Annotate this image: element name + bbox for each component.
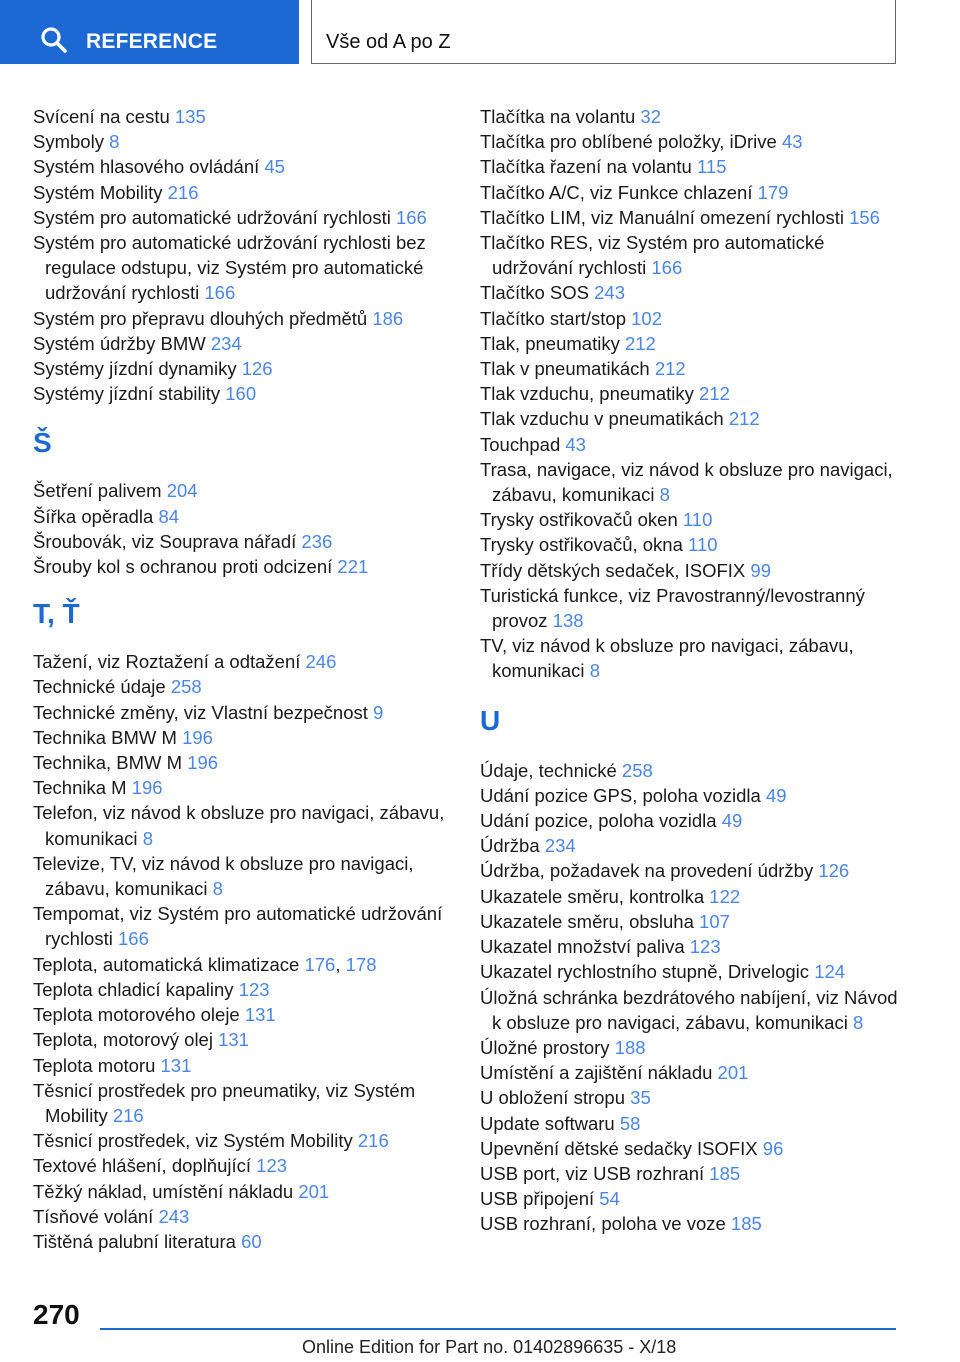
page-link[interactable]: 124: [814, 961, 846, 983]
page-link[interactable]: 35: [630, 1087, 651, 1109]
index-entry: [33, 1078, 463, 1128]
index-entry: [480, 808, 910, 833]
page-link[interactable]: 196: [182, 726, 213, 748]
page-link[interactable]: 185: [709, 1162, 741, 1184]
index-column-left: [33, 104, 463, 1254]
index-entry: [33, 1229, 463, 1254]
index-entry: [480, 1136, 910, 1161]
index-entry-text: Tlačítko A/C, viz Funkce chlazení: [480, 181, 753, 203]
index-entry: [480, 1211, 910, 1236]
index-entry: [33, 154, 463, 179]
index-entry-text: Tlačítka pro oblíbené položky, iDrive: [480, 131, 777, 153]
index-entry: [33, 306, 463, 331]
page-link[interactable]: 212: [654, 358, 686, 380]
index-entry-text: Systém hlasového ovládání: [33, 156, 260, 178]
index-entry: [480, 758, 910, 783]
page-link[interactable]: 258: [621, 759, 653, 781]
index-entry-text: Teplota, motorový olej: [33, 1029, 213, 1051]
page-link[interactable]: 131: [244, 1004, 276, 1026]
index-entry: [33, 750, 463, 775]
page-link[interactable]: 131: [160, 1054, 192, 1076]
index-entry: Teplota, automatická klimatizace 176, 178: [33, 953, 377, 975]
page-link[interactable]: 58: [619, 1112, 641, 1134]
index-entry: [480, 331, 910, 356]
reference-tab[interactable]: [0, 0, 299, 64]
page-link[interactable]: 156: [849, 206, 880, 228]
index-entry: [33, 851, 463, 901]
index-entry-text: Systémy jízdní dynamiky: [33, 358, 237, 380]
page-link[interactable]: 243: [158, 1205, 190, 1227]
page-link[interactable]: 131: [218, 1029, 249, 1051]
index-entry: [33, 1179, 463, 1204]
page-link[interactable]: 138: [552, 610, 584, 632]
index-entry: [480, 583, 910, 633]
index-entry-text: USB port, viz USB rozhraní: [480, 1162, 705, 1184]
index-group-u: [480, 758, 910, 1237]
index-group-t: [33, 649, 463, 1254]
index-entry-text: Televize, TV, viz návod k obsluze pro navigaci, zábavu, komunikaci: [33, 852, 414, 900]
index-entry: [480, 532, 910, 557]
index-group-s: [33, 104, 463, 406]
index-entry: [480, 381, 910, 406]
index-entry: [480, 1161, 910, 1186]
page-link[interactable]: 8: [852, 1011, 864, 1033]
page-link[interactable]: 176: [304, 953, 336, 975]
index-entry: [33, 356, 463, 381]
page-link[interactable]: 212: [728, 408, 760, 430]
index-entry: [33, 104, 463, 129]
page-link[interactable]: 123: [689, 936, 721, 958]
page-number: 270: [33, 1299, 80, 1330]
page-link[interactable]: 126: [241, 358, 273, 380]
index-entry-text: Svícení na cestu: [33, 106, 170, 127]
index-entry: [33, 775, 463, 800]
page-link[interactable]: 216: [112, 1104, 144, 1126]
index-entry: [33, 554, 463, 579]
footer-edition: Online Edition for Part no. 01402896635 - X/18: [302, 1337, 677, 1357]
index-entry: [480, 1060, 910, 1085]
page-link[interactable]: 196: [131, 777, 163, 799]
index-entry-text: Ukazatel množství paliva: [480, 936, 685, 958]
index-entry: [480, 909, 910, 934]
index-entry-text: Těsnicí prostředek, viz Systém Mobility: [33, 1130, 353, 1152]
index-entry-text: Technické údaje: [33, 676, 166, 698]
index-entry-text: Údržba: [480, 835, 540, 857]
page-link[interactable]: 43: [565, 433, 586, 455]
index-entry-text: Udání pozice GPS, poloha vozidla: [480, 784, 761, 806]
index-entry-text: Upevnění dětské sedačky ISOFIX: [480, 1137, 758, 1159]
page-link[interactable]: 201: [717, 1062, 749, 1084]
index-entry-text: Systém Mobility: [33, 181, 163, 203]
index-entry: [33, 381, 463, 406]
index-entry: [33, 1002, 463, 1027]
index-entry-text: Systémy jízdní stability: [33, 383, 221, 405]
index-entry-text: Systém pro automatické udržování rychlosti bez regulace odstupu, viz Systém pro automatické udržování rychlosti: [33, 232, 426, 304]
index-entry-text: TV, viz návod k obsluze pro navigaci, zábavu, komunikaci: [480, 635, 854, 682]
page-link[interactable]: 212: [624, 332, 656, 354]
index-entry-text: Šetření palivem: [33, 480, 162, 502]
index-group-s-caron: [33, 478, 463, 579]
index-entry: [33, 1053, 463, 1078]
index-entry-text: Trysky ostřikovačů oken: [480, 509, 678, 531]
page-link[interactable]: 216: [167, 181, 199, 203]
index-entry: [480, 833, 910, 858]
index-entry: [480, 129, 910, 154]
index-entry-text: Technické změny, viz Vlastní bezpečnost: [33, 701, 368, 723]
reference-tab-label: REFERENCE: [86, 30, 218, 53]
index-entry: [33, 649, 463, 674]
page-link[interactable]: 8: [212, 878, 223, 900]
index-entry: [480, 1111, 910, 1136]
index-entry-text: Turistická funkce, viz Pravostranný/levostranný provoz: [480, 584, 865, 632]
page-link[interactable]: 102: [631, 307, 663, 329]
index-entry-text: Teplota motoru: [33, 1054, 156, 1076]
page-link[interactable]: 135: [174, 106, 206, 127]
page-link[interactable]: 107: [699, 910, 730, 932]
index-column-right: [480, 104, 910, 1237]
index-entry: [33, 1204, 463, 1229]
index-entry: [480, 306, 910, 331]
page-link[interactable]: 166: [118, 928, 149, 950]
index-entry: [33, 504, 463, 529]
index-entry: [480, 180, 910, 205]
index-entry: [480, 1186, 910, 1211]
page-link[interactable]: 110: [682, 509, 713, 531]
index-entry-text: Trysky ostřikovačů, okna: [480, 534, 683, 556]
index-entry-text: Tlak, pneumatiky: [480, 332, 620, 354]
page-link[interactable]: 188: [614, 1036, 646, 1058]
index-entry: [480, 457, 910, 507]
page-link[interactable]: 45: [264, 156, 285, 178]
page-link[interactable]: 178: [345, 953, 377, 975]
index-entry-text: Šířka opěradla: [33, 505, 154, 527]
index-entry: [480, 783, 910, 808]
index-entry-text: USB připojení: [480, 1188, 595, 1210]
index-entry-text: Touchpad: [480, 433, 561, 455]
index-entry-text: Tlak vzduchu, pneumatiky: [480, 383, 694, 405]
page-link[interactable]: 258: [170, 676, 202, 698]
index-entry-text: Těžký náklad, umístění nákladu: [33, 1180, 294, 1202]
page-link[interactable]: 246: [305, 651, 337, 673]
index-entry: [33, 129, 463, 154]
index-entry-text: Teplota chladicí kapaliny: [33, 978, 234, 1000]
index-entry-text: Tažení, viz Roztažení a odtažení: [33, 651, 301, 673]
index-entry-text: Ukazatel rychlostního stupně, Drivelogic: [480, 961, 810, 983]
index-entry-text: Údržba, požadavek na provedení údržby: [480, 860, 814, 882]
index-entry-text: Tlak v pneumatikách: [480, 358, 650, 380]
index-entry-text: Teplota, automatická klimatizace: [33, 953, 300, 975]
page-link[interactable]: 8: [589, 660, 600, 682]
index-entry-text: Teplota motorového oleje: [33, 1004, 240, 1026]
page-link[interactable]: 43: [781, 131, 803, 153]
page-link[interactable]: 123: [256, 1155, 288, 1177]
index-entry-text: Šrouby kol s ochranou proti odcizení: [33, 556, 333, 578]
index-entry: [33, 1128, 463, 1153]
index-entry: [480, 934, 910, 959]
search-icon: [40, 26, 68, 54]
page-link[interactable]: 166: [204, 282, 236, 304]
index-entry-text: Úložná schránka bezdrátového nabíjení, viz Návod k obsluze pro navigaci, zábavu, komunikaci: [480, 986, 898, 1033]
index-entry: [480, 205, 910, 230]
index-entry-text: Tlačítka řazení na volantu: [480, 156, 692, 178]
page-link[interactable]: 8: [659, 484, 670, 506]
index-entry-text: Tlak vzduchu v pneumatikách: [480, 408, 724, 430]
page-link[interactable]: 122: [709, 885, 741, 907]
page-link[interactable]: 32: [640, 106, 661, 127]
index-entry: [480, 356, 910, 381]
index-entry-text: Umístění a zajištění nákladu: [480, 1062, 713, 1084]
index-entry: [480, 959, 910, 984]
footer-divider: [100, 1328, 896, 1330]
index-entry: [480, 104, 910, 129]
index-entry-text: Ukazatele směru, obsluha: [480, 910, 694, 932]
index-entry-text: Těsnicí prostředek pro pneumatiky, viz Systém Mobility: [33, 1079, 416, 1126]
page-link[interactable]: 8: [109, 131, 120, 153]
index-entry-text: Šroubovák, viz Souprava nářadí: [33, 530, 297, 552]
page-link[interactable]: 99: [750, 559, 771, 581]
index-entry: [33, 205, 463, 230]
page-link[interactable]: 236: [301, 530, 333, 552]
page-link[interactable]: 212: [699, 383, 730, 405]
page-link[interactable]: 179: [757, 181, 789, 203]
page-link[interactable]: 196: [187, 752, 219, 774]
index-entry: [480, 432, 910, 457]
page-link[interactable]: 185: [730, 1213, 762, 1235]
index-entry-text: Systém údržby BMW: [33, 332, 206, 354]
index-entry-text: Telefon, viz návod k obsluze pro navigaci, zábavu, komunikaci: [33, 802, 445, 849]
index-entry: [480, 558, 910, 583]
index-entry-text: Ukazatele směru, kontrolka: [480, 885, 705, 907]
page-link[interactable]: 115: [696, 156, 727, 178]
page-link[interactable]: 234: [210, 332, 242, 354]
page-link[interactable]: 96: [762, 1137, 784, 1159]
page-link[interactable]: 234: [544, 835, 576, 857]
page-link[interactable]: 60: [241, 1230, 262, 1252]
index-entry: [33, 700, 463, 725]
index-entry: [33, 1153, 463, 1178]
section-title: Vše od A po Z: [326, 31, 451, 53]
index-entry: [33, 529, 463, 554]
index-entry: [33, 230, 463, 306]
page-link[interactable]: 186: [372, 307, 404, 329]
index-letter-t: T, Ť: [33, 598, 80, 630]
index-entry-text: USB rozhraní, poloha ve voze: [480, 1213, 726, 1235]
index-entry-text: Update softwaru: [480, 1112, 615, 1134]
index-entry: [33, 674, 463, 699]
index-entry-text: Technika M: [33, 777, 127, 799]
index-entry: [33, 977, 463, 1002]
page-link[interactable]: 221: [337, 556, 369, 578]
index-entry-text: Technika BMW M: [33, 726, 177, 748]
index-entry: [480, 406, 910, 431]
index-entry: [480, 985, 910, 1035]
index-entry-text: Úložné prostory: [480, 1036, 610, 1058]
page-link[interactable]: 110: [688, 534, 718, 556]
page-link[interactable]: 123: [238, 978, 270, 1000]
index-entry: [480, 507, 910, 532]
page-link[interactable]: 216: [357, 1130, 389, 1152]
index-entry-text: Tlačítko SOS: [480, 282, 589, 304]
index-entry-text: Třídy dětských sedaček, ISOFIX: [480, 559, 746, 581]
section-header: [311, 0, 896, 64]
page-link[interactable]: 126: [818, 860, 850, 882]
index-entry-text: Tísňové volání: [33, 1205, 154, 1227]
index-entry-text: U obložení stropu: [480, 1087, 626, 1109]
page-link[interactable]: 204: [166, 480, 198, 502]
index-entry: [480, 633, 910, 683]
page-link[interactable]: 9: [373, 701, 384, 723]
page-link[interactable]: 8: [142, 827, 153, 849]
page-link[interactable]: 166: [651, 257, 683, 279]
index-letter-s-caron: Š: [33, 427, 52, 459]
index-entry: [33, 478, 463, 503]
index-group-t-continued: [480, 104, 910, 684]
page-link[interactable]: 243: [594, 282, 625, 304]
index-entry-text: Tlačítko start/stop: [480, 307, 626, 329]
page-link[interactable]: 201: [298, 1180, 330, 1202]
page-link[interactable]: 54: [599, 1188, 620, 1210]
index-entry-text: Technika, BMW M: [33, 752, 183, 774]
index-entry: [33, 901, 463, 951]
page-link[interactable]: 160: [225, 383, 257, 405]
index-entry: [33, 800, 463, 850]
index-entry: [480, 230, 910, 280]
index-entry-text: Tlačítka na volantu: [480, 106, 636, 127]
index-entry: [480, 154, 910, 179]
index-entry: [480, 280, 910, 305]
index-entry-text: Systém pro přepravu dlouhých předmětů: [33, 307, 368, 329]
page-link[interactable]: 49: [765, 784, 787, 806]
index-entry-text: Systém pro automatické udržování rychlosti: [33, 206, 391, 228]
index-entry-text: Trasa, navigace, viz návod k obsluze pro navigaci, zábavu, komunikaci: [480, 458, 893, 506]
index-letter-u: U: [480, 704, 501, 736]
index-entry: [480, 1035, 910, 1060]
index-entry: [480, 884, 910, 909]
index-entry-text: Tlačítko RES, viz Systém pro automatické udržování rychlosti: [480, 232, 825, 279]
index-entry: [33, 1027, 463, 1052]
page-link[interactable]: 49: [721, 810, 743, 832]
index-entry-text: Údaje, technické: [480, 759, 617, 781]
page-link[interactable]: 166: [395, 206, 427, 228]
index-entry-text: Textové hlášení, doplňující: [33, 1155, 252, 1177]
index-entry: [480, 1085, 910, 1110]
page-link[interactable]: 84: [158, 505, 180, 527]
index-entry-text: Tempomat, viz Systém pro automatické udržování rychlosti: [33, 903, 443, 950]
index-entry-text: Tištěná palubní literatura: [33, 1230, 236, 1252]
index-entry-text: Udání pozice, poloha vozidla: [480, 810, 717, 832]
index-entry: [33, 180, 463, 205]
index-entry: [33, 725, 463, 750]
index-entry: [480, 858, 910, 883]
index-entry-text: Symboly: [33, 131, 104, 153]
index-entry: [33, 331, 463, 356]
index-entry-text: Tlačítko LIM, viz Manuální omezení rychlosti: [480, 206, 844, 228]
